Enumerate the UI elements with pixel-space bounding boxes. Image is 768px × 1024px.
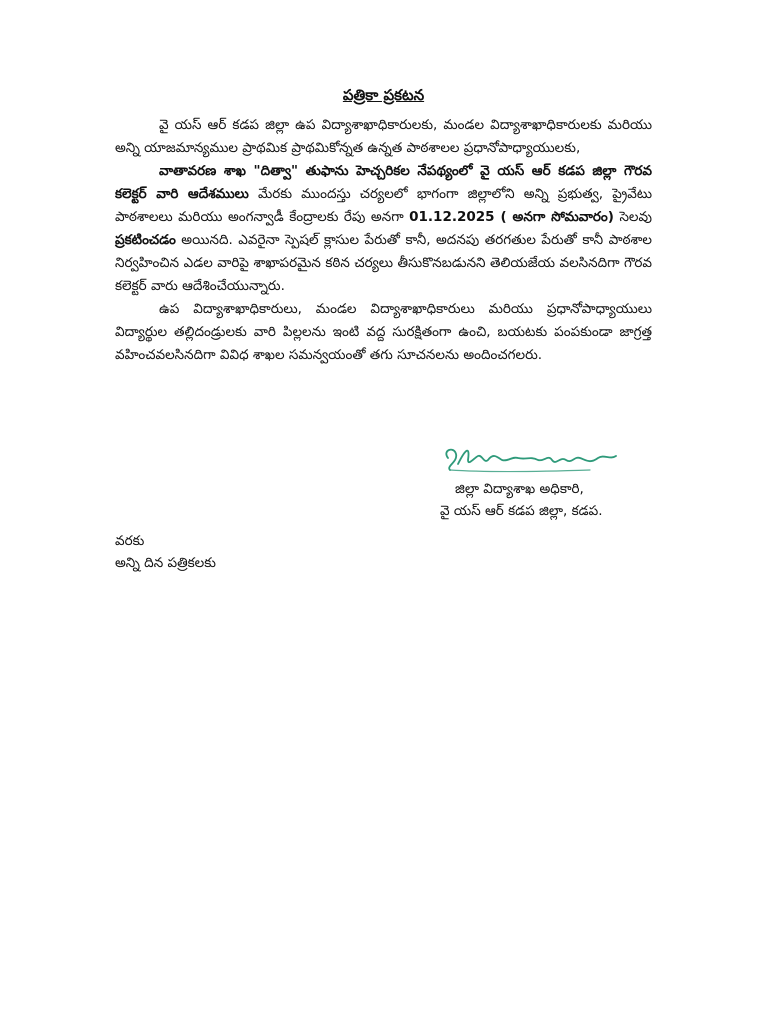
- bold-lead-text: వాతావరణ శాఖ "దిత్వా" తుఫాను హెచ్చరికల నేపథ్యంలో వై యస్ ఆర్ కడప జిల్లా గౌరవ కలెక్టర్ వారి ఆదేశములు: [115, 163, 652, 202]
- handwritten-signature: [440, 434, 630, 478]
- recipients-footer: [115, 530, 515, 574]
- paragraph-instructions: ఉప విద్యాశాఖాధికారులు, మండల విద్యాశాఖాధికారులు మరియు ప్రధానోపాధ్యాయులు విద్యార్థుల తల్లిదండ్రులకు వారి పిల్లలను ఇంటి వద్ద సురక్షితంగా ఉంచి, బయటకు పంపకుండా జాగ్రత్త వహించవలసినదిగా వివిధ శాఖల సమన్వయంతో తగు సూచనలను అందించగలరు.: [115, 301, 652, 363]
- signatory-designation: జిల్లా విద్యాశాఖ అధికారి,: [455, 481, 584, 497]
- declaration-word: ప్రకటించడం: [115, 232, 176, 248]
- holiday-date: 01.12.2025 ( అనగా సోమవారం): [409, 209, 614, 225]
- recipients-list: అన్ని దిన పత్రికలకు: [115, 555, 216, 571]
- body-text-b: సెలవు: [613, 209, 652, 225]
- press-release-document: [115, 86, 652, 367]
- body-text-a: మేరకు ముందస్తు చర్యలలో భాగంగా జిల్లాలోని అన్ని ప్రభుత్వ, ప్రైవేటు పాఠశాలలు మరియు అంగన్వాడీ కేంద్రాలకు రేపు అనగా: [115, 186, 652, 225]
- signature-block: [420, 434, 660, 522]
- to-label: వరకు: [115, 533, 145, 549]
- signatory-location: వై యస్ ఆర్ కడప జిల్లా, కడప.: [440, 503, 603, 519]
- body-text-c: అయినది. ఎవరైనా స్పెషల్ క్లాసుల పేరుతో కానీ, అదనపు తరగతుల పేరుతో కానీ పాఠశాల నిర్వహించిన ఎడల వారిపై శాఖాపరమైన కఠిన చర్యలు తీసుకొనబడునని తెలియజేయ వలసినదిగా గౌరవ కలెక్టర్ వారు ఆదేశించేయున్నారు.: [115, 232, 652, 294]
- paragraph-holiday-announcement: [115, 160, 652, 298]
- page-title: పత్రికా ప్రకటన: [342, 86, 425, 104]
- paragraph-addressees: వై యస్ ఆర్ కడప జిల్లా ఉప విద్యాశాఖాధికారులకు, మండల విద్యాశాఖాధికారులకు మరియు అన్ని యాజమాన్యముల ప్రాథమిక ప్రాథమికోన్నత ఉన్నత పాఠశాలల ప్రధానోపాధ్యాయులకు,: [115, 117, 652, 156]
